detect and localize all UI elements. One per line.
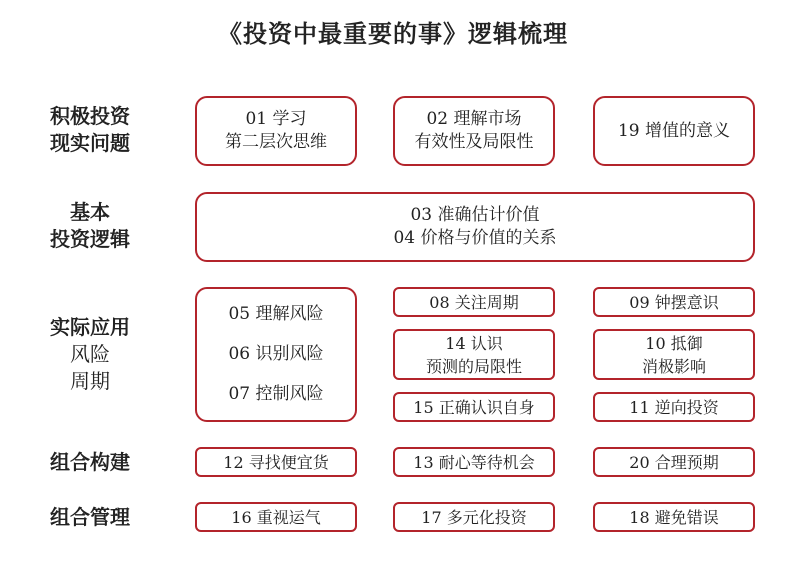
box-05-06-07-risk: 05 理解风险 06 识别风险 07 控制风险: [195, 287, 357, 422]
row-label-active-investing: 积极投资 现实问题: [50, 104, 130, 155]
row-label-portfolio-construction: 组合构建: [50, 450, 130, 474]
row-label-practical-application: 实际应用 风险 周期: [50, 315, 130, 393]
box-02-market-efficiency: 02 理解市场 有效性及局限性: [393, 96, 555, 166]
box-16-luck: 16 重视运气: [195, 502, 357, 532]
box-20-reasonable-expectations: 20 合理预期: [593, 447, 755, 477]
box-18-avoid-mistakes: 18 避免错误: [593, 502, 755, 532]
box-12-find-bargains: 12 寻找便宜货: [195, 447, 357, 477]
row-label-basic-logic: 基本 投资逻辑: [50, 200, 130, 251]
box-11-contrarian: 11 逆向投资: [593, 392, 755, 422]
box-01-second-level-thinking: 01 学习 第二层次思维: [195, 96, 357, 166]
box-13-patient-opportunism: 13 耐心等待机会: [393, 447, 555, 477]
box-15-know-yourself: 15 正确认识自身: [393, 392, 555, 422]
box-19-adding-value: 19 增值的意义: [593, 96, 755, 166]
box-10-resist-negative: 10 抵御 消极影响: [593, 329, 755, 380]
box-14-forecast-limits: 14 认识 预测的局限性: [393, 329, 555, 380]
box-09-pendulum: 09 钟摆意识: [593, 287, 755, 317]
box-08-cycles: 08 关注周期: [393, 287, 555, 317]
box-03-04-value-and-price: 03 准确估计价值 04 价格与价值的关系: [195, 192, 755, 262]
row-label-portfolio-management: 组合管理: [50, 505, 130, 529]
diagram-title: 《投资中最重要的事》逻辑梳理: [218, 19, 568, 48]
box-17-diversification: 17 多元化投资: [393, 502, 555, 532]
